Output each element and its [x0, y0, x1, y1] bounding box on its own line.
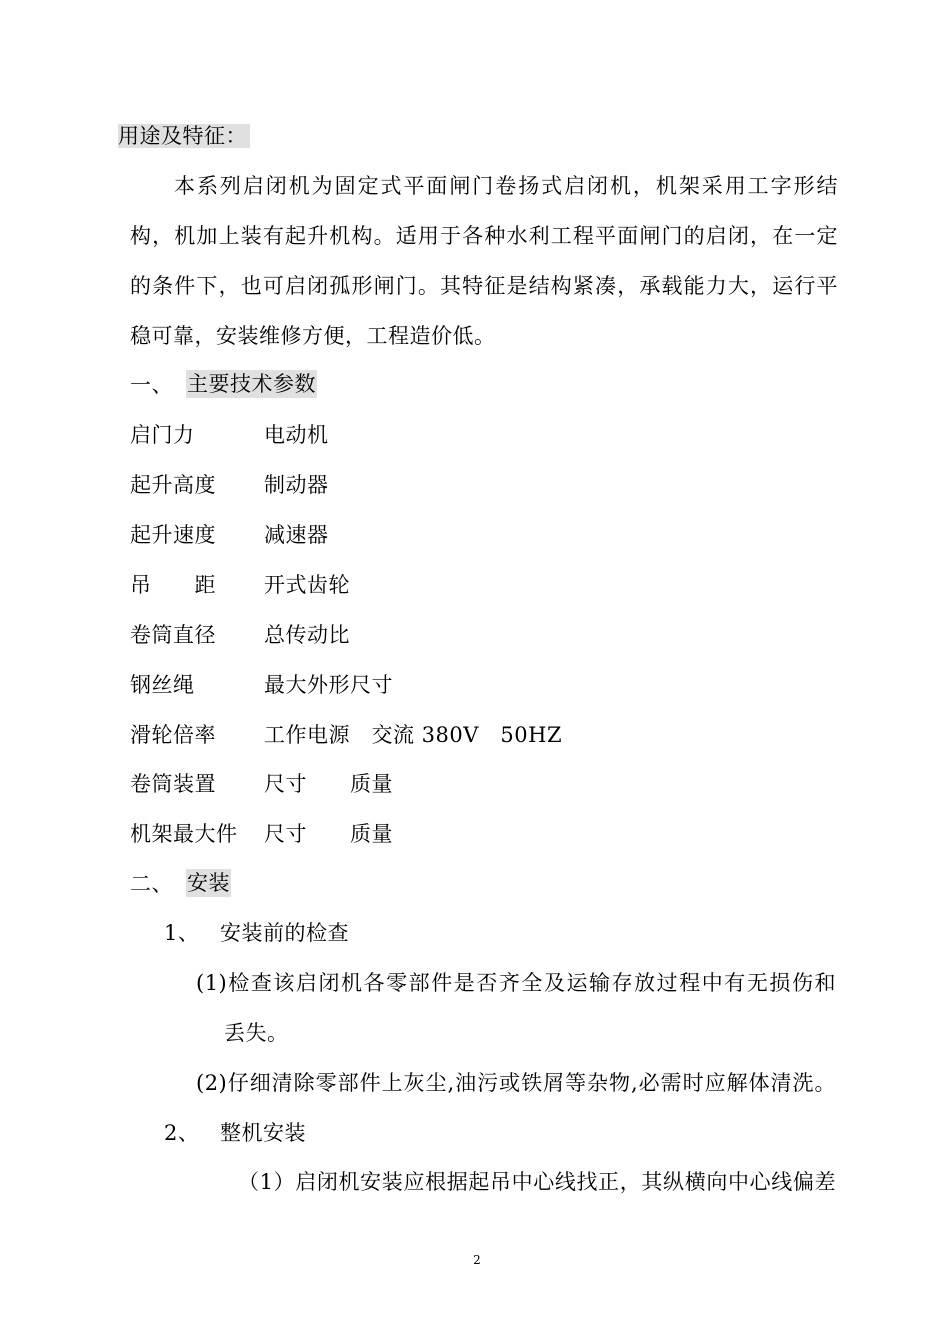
param-label: 尺寸 质量	[264, 822, 393, 846]
list-item: 丢失。	[224, 1021, 289, 1045]
param-label: 电动机	[264, 423, 329, 447]
section-title: 主要技术参数	[187, 372, 316, 396]
param-label: 减速器	[264, 523, 329, 547]
param-label: 卷筒装置	[130, 772, 216, 796]
param-label: 滑轮倍率	[130, 723, 216, 747]
section-number: 一、	[130, 373, 173, 397]
section-number: 二、	[130, 872, 173, 896]
param-label: 钢丝绳	[130, 673, 195, 697]
intro-line: 的条件下，也可启闭孤形闸门。其特征是结构紧凑，承载能力大，运行平	[130, 274, 838, 298]
param-label: 尺寸 质量	[264, 772, 393, 796]
param-label: 起升速度	[130, 523, 216, 547]
param-label: 最大外形尺寸	[264, 673, 393, 697]
param-label: 总传动比	[264, 623, 350, 647]
list-item: (1)检查该启闭机各零部件是否齐全及运输存放过程中有无损伤和	[196, 971, 836, 995]
param-label: 开式齿轮	[264, 573, 350, 597]
section-title: 安装	[187, 871, 230, 895]
param-label: 卷筒直径	[130, 623, 216, 647]
subsection-number: 1、	[164, 921, 200, 945]
param-label: 工作电源 交流 380V 50HZ	[264, 723, 563, 747]
subsection-number: 2、	[164, 1121, 200, 1145]
param-label: 吊 距	[130, 573, 216, 597]
param-label: 启门力	[130, 423, 195, 447]
param-label: 起升高度	[130, 473, 216, 497]
list-item: （1）启闭机安装应根据起吊中心线找正，其纵横向中心线偏差	[238, 1170, 836, 1194]
page-number: 2	[473, 1253, 481, 1267]
param-label: 制动器	[264, 473, 329, 497]
section-heading: 用途及特征：	[118, 124, 250, 148]
subsection-title: 整机安装	[220, 1121, 306, 1145]
subsection-title: 安装前的检查	[220, 921, 349, 945]
intro-line: 本系列启闭机为固定式平面闸门卷扬式启闭机，机架采用工字形结	[174, 174, 838, 198]
intro-line: 稳可靠，安装维修方便，工程造价低。	[130, 324, 496, 348]
param-label: 机架最大件	[130, 822, 238, 846]
intro-line: 构，机加上装有起升机构。适用于各种水利工程平面闸门的启闭，在一定	[130, 224, 838, 248]
list-item: (2)仔细清除零部件上灰尘,油污或铁屑等杂物,必需时应解体清洗。	[196, 1071, 836, 1095]
